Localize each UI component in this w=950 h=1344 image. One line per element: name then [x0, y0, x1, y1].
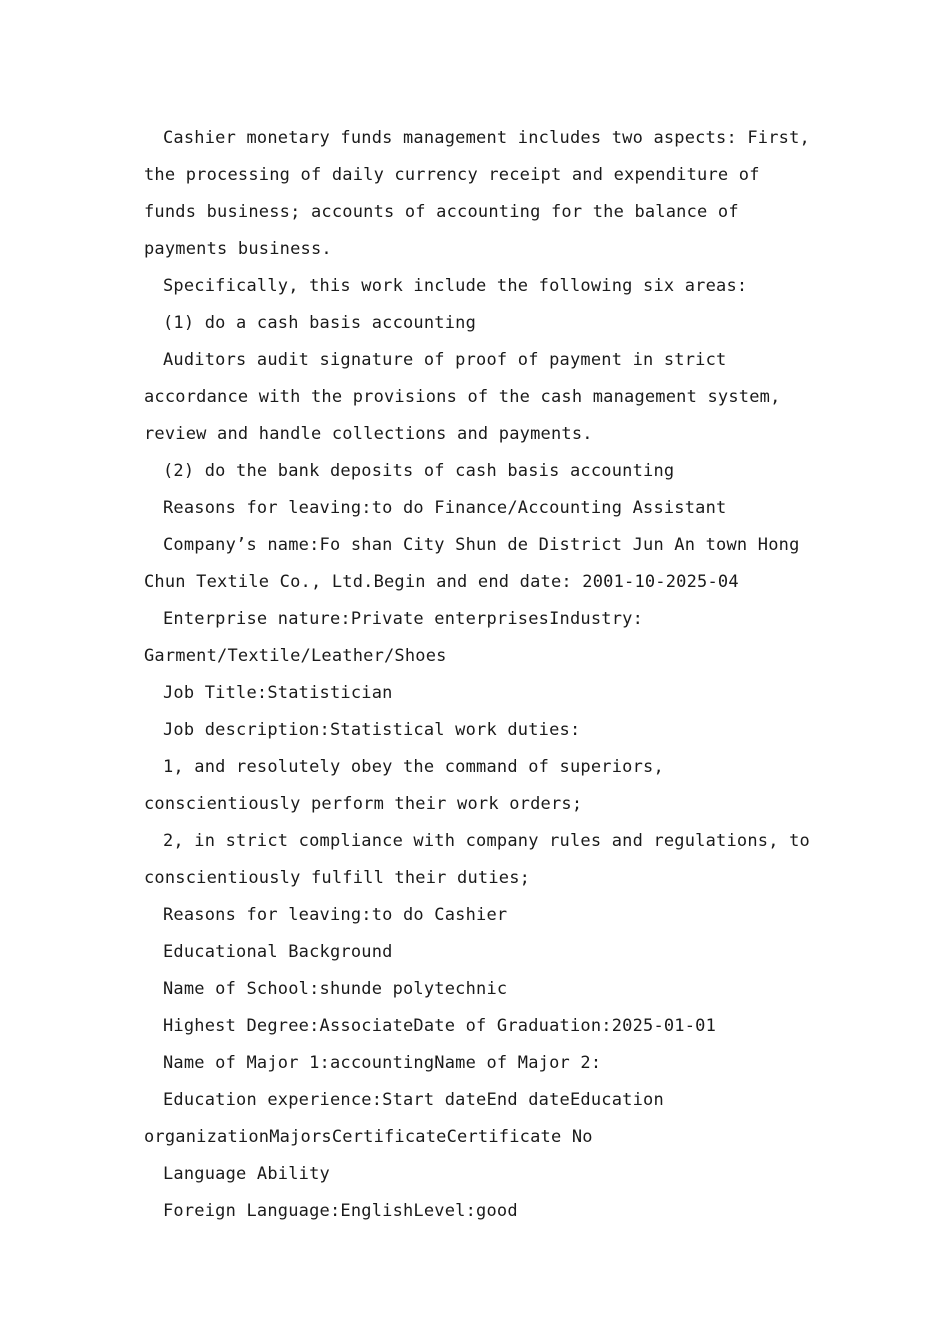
paragraph-duty-1: 1, and resolutely obey the command of superiors, conscientiously perform their work orders; [144, 757, 664, 814]
paragraph-reasons-leaving-1: Reasons for leaving:to do Finance/Accounting Assistant [163, 498, 727, 518]
section-heading-language: Language Ability [163, 1164, 330, 1184]
section-heading-education: Educational Background [163, 942, 393, 962]
paragraph-highest-degree: Highest Degree:AssociateDate of Graduation:2025-01-01 [163, 1016, 717, 1036]
paragraph-foreign-language: Foreign Language:EnglishLevel:good [163, 1201, 518, 1221]
paragraph-education-experience: Education experience:Start dateEnd dateEducation organizationMajorsCertificateCertificate No [144, 1090, 664, 1147]
paragraph-duty-2: 2, in strict compliance with company rules and regulations, to conscientiously fulfill their duties; [144, 831, 810, 888]
paragraph-funds-management: Cashier monetary funds management includes two aspects: First, the processing of daily currency receipt and expenditure of funds business; accounts of accounting for the balance of payments business. [144, 128, 810, 259]
document-body [144, 120, 814, 1230]
paragraph-six-areas: Specifically, this work include the following six areas: [163, 276, 748, 296]
paragraph-item-2: (2) do the bank deposits of cash basis accounting [163, 461, 675, 481]
paragraph-enterprise-nature: Enterprise nature:Private enterprisesIndustry: Garment/Textile/Leather/Shoes [144, 609, 644, 666]
paragraph-school-name: Name of School:shunde polytechnic [163, 979, 508, 999]
paragraph-job-description: Job description:Statistical work duties: [163, 720, 581, 740]
paragraph-job-title: Job Title:Statistician [163, 683, 393, 703]
paragraph-item-1: (1) do a cash basis accounting [163, 313, 477, 333]
paragraph-company-name: Company’s name:Fo shan City Shun de District Jun An town Hong Chun Textile Co., Ltd.Begin and end date: 2001-10-2025-04 [144, 535, 800, 592]
paragraph-majors: Name of Major 1:accountingName of Major 2: [163, 1053, 602, 1073]
paragraph-auditors: Auditors audit signature of proof of payment in strict accordance with the provisions of the cash management system, review and handle collections and payments. [144, 350, 781, 444]
paragraph-reasons-leaving-2: Reasons for leaving:to do Cashier [163, 905, 508, 925]
